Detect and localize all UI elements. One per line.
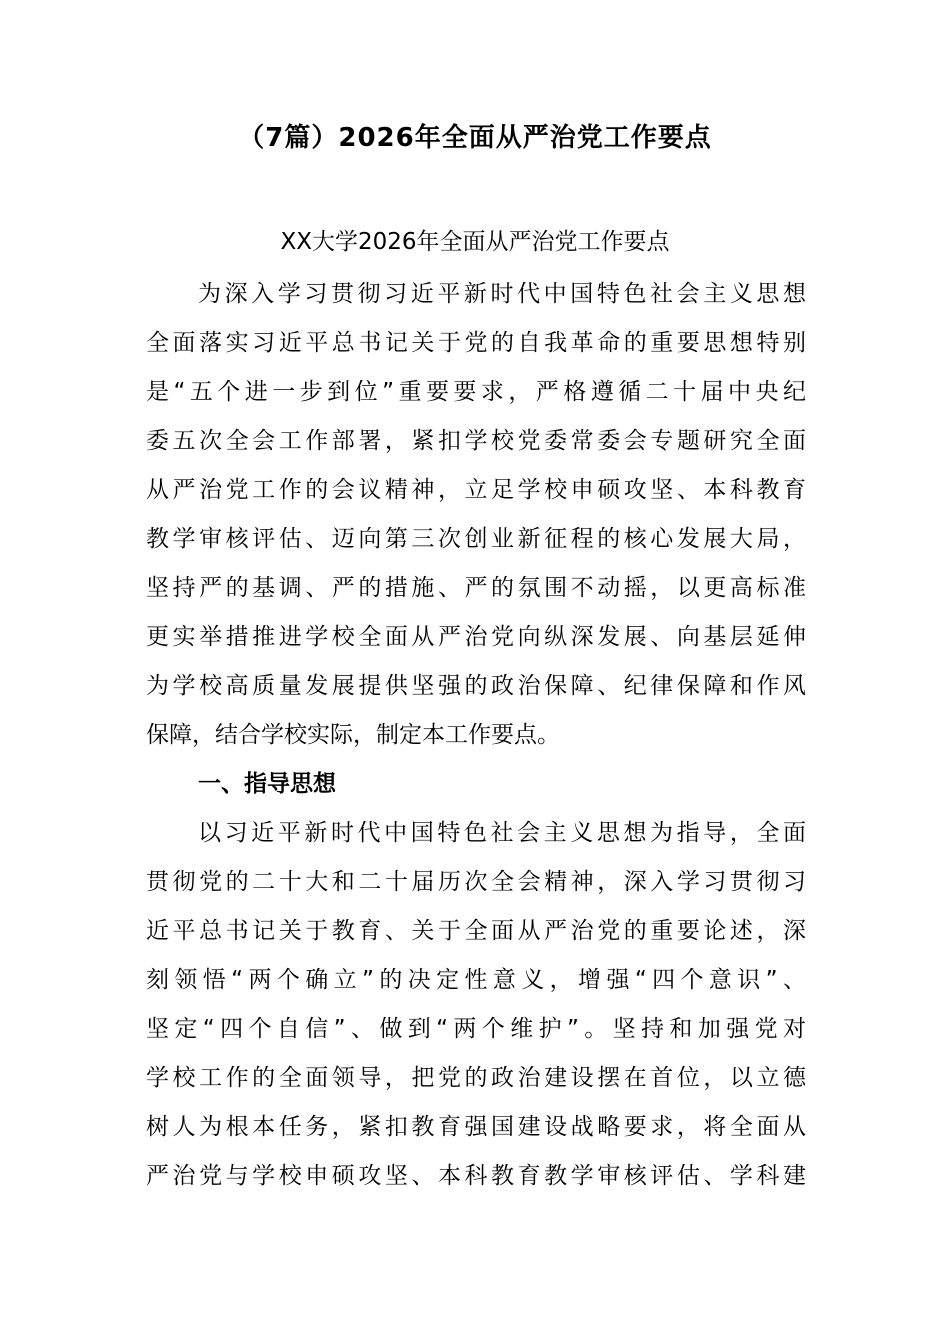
paragraph-intro (146, 270, 806, 760)
document-subtitle: XX大学2026年全面从严治党工作要点 (280, 229, 670, 255)
text-line: 树人为根本任务，紧扣教育强国建设战略要求，将全面从 (146, 1114, 806, 1140)
text-line: 为深入学习贯彻习近平新时代中国特色社会主义思想 (198, 281, 806, 307)
text-line: 严治党与学校申硕攻坚、本科教育教学审核评估、学科建 (146, 1163, 806, 1189)
text-line: 坚定“四个自信”、做到“两个维护”。坚持和加强党对 (146, 1016, 806, 1042)
text-line: 更实举措推进学校全面从严治党向纵深发展、向基层延伸 (146, 624, 806, 650)
text-line: 保障，结合学校实际，制定本工作要点。 (146, 722, 560, 748)
text-line: 坚持严的基调、严的措施、严的氛围不动摇，以更高标准 (146, 575, 806, 601)
text-line: 贯彻党的二十大和二十届历次全会精神，深入学习贯彻习 (146, 869, 806, 895)
text-line: 学校工作的全面领导，把党的政治建设摆在首位，以立德 (146, 1065, 806, 1091)
text-line: 刻领悟“两个确立”的决定性意义，增强“四个意识”、 (146, 967, 806, 993)
text-line: 是“五个进一步到位”重要要求，严格遵循二十届中央纪 (146, 379, 806, 405)
text-line: 以习近平新时代中国特色社会主义思想为指导，全面 (198, 820, 806, 846)
text-line: 教学审核评估、迈向第三次创业新征程的核心发展大局， (146, 526, 806, 552)
document-body (146, 270, 806, 1201)
paragraph-guiding-ideology (146, 809, 806, 1201)
text-line: 委五次全会工作部署，紧扣学校党委常委会专题研究全面 (146, 428, 806, 454)
text-line: 为学校高质量发展提供坚强的政治保障、纪律保障和作风 (146, 673, 806, 699)
text-line: 全面落实习近平总书记关于党的自我革命的重要思想特别 (146, 330, 806, 356)
document-title: （7篇）2026年全面从严治党工作要点 (238, 123, 712, 153)
text-line: 从严治党工作的会议精神，立足学校申硕攻坚、本科教育 (146, 477, 806, 503)
text-line: 近平总书记关于教育、关于全面从严治党的重要论述，深 (146, 918, 806, 944)
section-heading-guiding-ideology: 一、指导思想 (198, 771, 336, 797)
